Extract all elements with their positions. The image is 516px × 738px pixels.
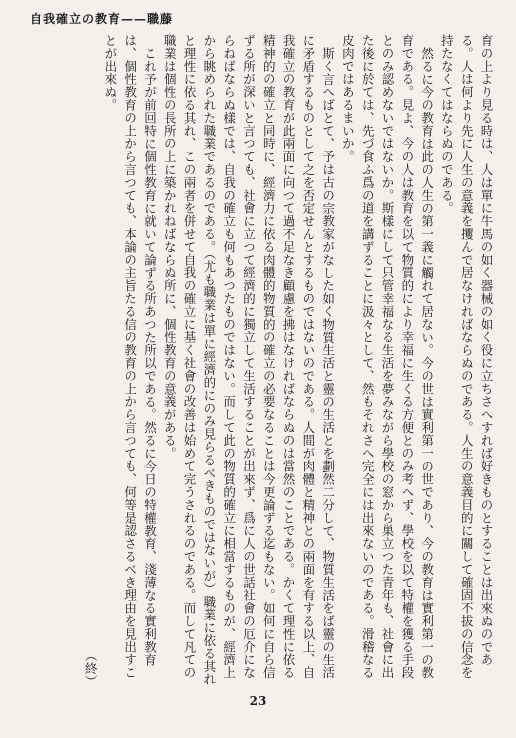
body-text (24, 34, 496, 688)
paragraph: 斯く言へばとて、予は古の宗教家がなした如く物質生活と靈の生活とを劃然二分して、物質生活をば靈の生活に矛盾するものとして之を否定せんとするものではないのである。人間が肉體と精神との兩面を有する以上、自我確立の教育が此兩面に向つて過不足なき顧慮を拂はなければならぬのは當然のことである。かくて理性に依る精神的の確立と同時に、經濟力に依る肉體的物質的の確立の必要なることは今更論ずる迄もない。如何に自ら信ずる所が深いと言つても、社會に立つて經濟的に獨立して生活することが出來ず、爲に人の世話社會の厄介にならねばならぬ樣では、自我の確立も何もあつたものではない。而して此の物質的確立に相當するものが、經濟上から眺められた職業であるのである。（尤も職業は單に經濟的にのみ見らるべきものではないが）職業に依る其れと理性に依る其れ、この兩者を併せて自我の確立に基く社會の改善は始めて完うされるのである。而して凡ての職業は個性の長所の上に築かれねばならぬ所に、個性教育の意義がある。 (162, 34, 336, 686)
paragraph: これ予が前回特に個性教育に就いて論ずる所あつた所以である。然るに今日の特權教育、淺薄なる實利教育は、個性教育の上から言つても、本論の主旨たる信の教育の上から言つても、何等是認さるべき理由を見出すことが出來ぬ。 (102, 34, 158, 679)
page-number: 23 (249, 694, 267, 708)
end-mark: （終） (83, 649, 99, 688)
paragraph: 育の上より見る時は、人は單に牛馬の如く器械の如く役に立ちさへすれば好きものとすることは出來ぬのである。人は何より先に人生の意義を攫んで居なければならぬのである。人生の意義目的に關して確固不拔の信念を持たなくてはならぬのである。 (439, 34, 494, 679)
running-head: 自我確立の教育——職藤 (30, 12, 174, 26)
paragraph: 然るに今の教育は此の人生の第一義に觸れて居ない。今の世は實利第一の世であり、今の教育は實利第一の教育である。見よ、今の人は教育を以て物質的により幸福に生くる方便とのみ考へず、學校を以て特權を獲る手段とのみ認めないではないか。斯樣にして只管幸福なる生活を夢みながら學校の窓から巣立つた青年も、社會に出た後に於ては、先づ食ふ爲の道を講ずることに汲々として、然もそれさへ完全には出來ないのである。滑稽なる皮肉ではあるまいか。 (340, 34, 435, 679)
